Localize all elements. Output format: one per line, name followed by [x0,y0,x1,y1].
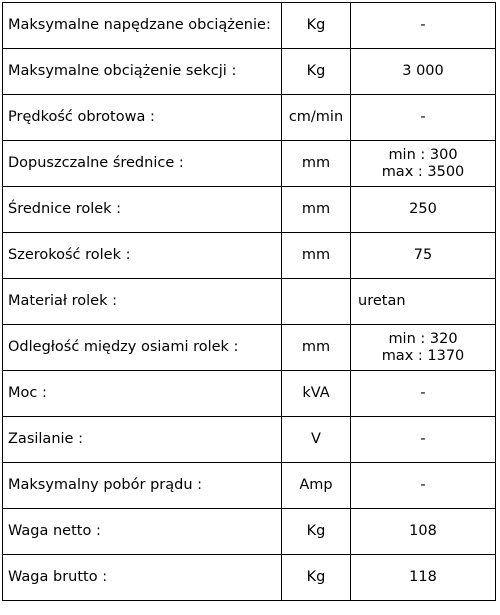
spec-value [351,49,496,95]
spec-value [351,141,496,187]
spec-value [351,417,496,463]
table-row [3,371,496,417]
spec-value-line: 108 [409,523,437,539]
spec-unit: V [282,417,351,463]
spec-label: Materiał rolek : [3,279,282,325]
spec-unit: Kg [282,3,351,49]
spec-value [351,279,496,325]
spec-value-line: uretan [358,293,406,309]
spec-value-line: min : 300 [388,146,458,163]
table-row [3,417,496,463]
spec-value-line: 250 [409,201,437,217]
table-row [3,509,496,555]
table-row [3,187,496,233]
table-row [3,325,496,371]
spec-label: Zasilanie : [3,417,282,463]
table-row [3,49,496,95]
table-row [3,141,496,187]
spec-label: Waga netto : [3,509,282,555]
spec-value-line: max : 3500 [381,163,465,180]
spec-unit: Amp [282,463,351,509]
spec-value-line: - [420,385,426,401]
spec-value-line: 75 [413,247,433,263]
spec-label: Średnice rolek : [3,187,282,233]
spec-label: Maksymalne obciążenie sekcji : [3,49,282,95]
table-row [3,95,496,141]
spec-label: Waga brutto : [3,555,282,601]
spec-unit: kVA [282,371,351,417]
spec-value-line: 3 000 [402,63,444,79]
spec-value-line: - [420,109,426,125]
spec-label: Odległość między osiami rolek : [3,325,282,371]
table-row [3,233,496,279]
spec-value [351,3,496,49]
spec-unit [282,279,351,325]
spec-unit: cm/min [282,95,351,141]
spec-value-line: min : 320 [388,330,458,347]
spec-label: Szerokość rolek : [3,233,282,279]
spec-unit: mm [282,141,351,187]
spec-value-line: - [420,17,426,33]
spec-value [351,509,496,555]
specifications-table-body [3,3,496,601]
spec-unit: Kg [282,509,351,555]
table-row [3,3,496,49]
spec-value [351,187,496,233]
specifications-table [2,2,496,601]
spec-label: Prędkość obrotowa : [3,95,282,141]
spec-value [351,463,496,509]
table-row [3,279,496,325]
spec-value-line: max : 1370 [381,347,465,364]
spec-label: Moc : [3,371,282,417]
spec-value-line: - [420,477,426,493]
spec-value [351,95,496,141]
spec-label: Maksymalne napędzane obciążenie: [3,3,282,49]
spec-unit: Kg [282,555,351,601]
spec-value-line: - [420,431,426,447]
spec-label: Dopuszczalne średnice : [3,141,282,187]
spec-unit: mm [282,325,351,371]
spec-value [351,233,496,279]
table-row [3,463,496,509]
spec-value-line: 118 [409,569,437,585]
spec-value [351,371,496,417]
spec-label: Maksymalny pobór prądu : [3,463,282,509]
table-row [3,555,496,601]
spec-value [351,325,496,371]
spec-unit: mm [282,233,351,279]
spec-unit: Kg [282,49,351,95]
spec-value [351,555,496,601]
spec-unit: mm [282,187,351,233]
